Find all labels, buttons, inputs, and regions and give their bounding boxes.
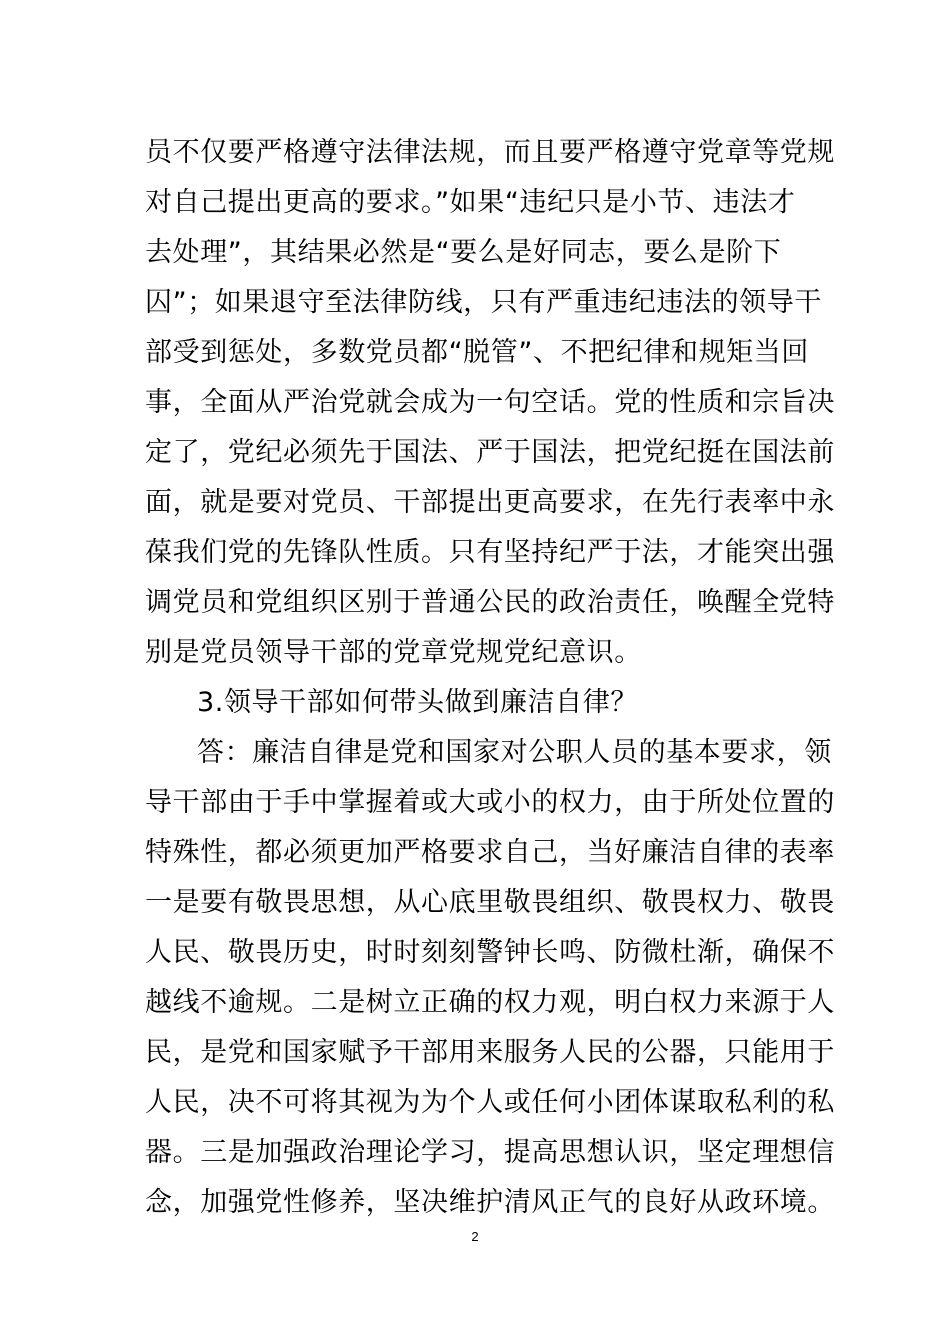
text-line: 人民、敬畏历史，时时刻刻警钟长鸣、防微杜渐，确保不: [145, 937, 835, 968]
page-number: 2: [471, 1229, 479, 1244]
text-line: 定了，党纪必须先于国法、严于国法，把党纪挺在国法前: [145, 437, 835, 468]
text-line: 去处理”，其结果必然是“要么是好同志，要么是阶下: [145, 237, 782, 268]
text-line: 器。三是加强政治理论学习，提高思想认识，坚定理想信: [145, 1137, 835, 1168]
answer-first-line: 答：廉洁自律是党和国家对公职人员的基本要求，领: [197, 737, 832, 768]
text-line: 导干部由于手中掌握着或大或小的权力，由于所处位置的: [145, 787, 835, 818]
text-line: 葆我们党的先锋队性质。只有坚持纪严于法，才能突出强: [145, 537, 835, 568]
text-line: 对自己提出更高的要求。”如果“违纪只是小节、违法才: [145, 187, 796, 218]
text-line: 调党员和党组织区别于普通公民的政治责任，唤醒全党特: [145, 587, 835, 618]
section-heading: 3.领导干部如何带头做到廉洁自律？: [197, 687, 638, 718]
text-line: 别是党员领导干部的党章党规党纪意识。: [145, 637, 642, 668]
text-line: 事，全面从严治党就会成为一句空话。党的性质和宗旨决: [145, 387, 835, 418]
body-text: [145, 128, 835, 1228]
text-line: 民，是党和国家赋予干部用来服务人民的公器，只能用于: [145, 1037, 835, 1068]
text-line: 念，加强党性修养，坚决维护清风正气的良好从政环境。: [145, 1187, 835, 1218]
text-line: 一是要有敬畏思想，从心底里敬畏组织、敬畏权力、敬畏: [145, 887, 835, 918]
text-line: 部受到惩处，多数党员都“脱管”、不把纪律和规矩当回: [145, 337, 809, 368]
text-line: 特殊性，都必须更加严格要求自己，当好廉洁自律的表率: [145, 837, 835, 868]
text-line: 人民，决不可将其视为为个人或任何小团体谋取私利的私: [145, 1087, 835, 1118]
text-line: 越线不逾规。二是树立正确的权力观，明白权力来源于人: [145, 987, 835, 1018]
text-line: 员不仅要严格遵守法律法规，而且要严格遵守党章等党规: [145, 137, 835, 168]
text-line: 囚”；如果退守至法律防线，只有严重违纪违法的领导干: [145, 287, 822, 318]
text-line: 面，就是要对党员、干部提出更高要求，在先行表率中永: [145, 487, 835, 518]
